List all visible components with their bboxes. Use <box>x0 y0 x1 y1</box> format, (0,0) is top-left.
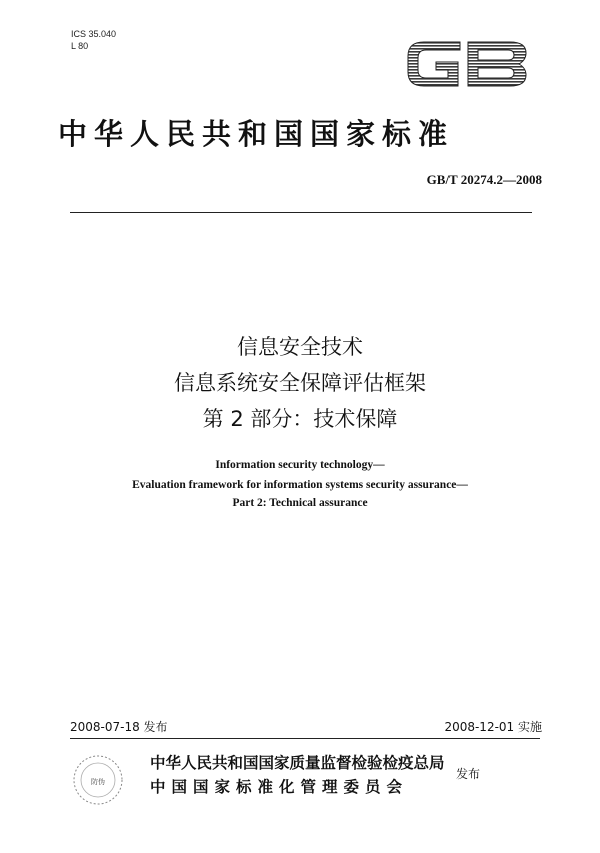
release-date: 2008-07-18 发布 <box>70 720 168 734</box>
gb-logo <box>402 36 532 92</box>
national-standard-title: 中华人民共和国国家标准 <box>58 117 455 151</box>
anti-counterfeit-seal <box>72 754 124 806</box>
issuing-org-1: 中华人民共和国国家质量监督检验检疫总局 <box>150 753 445 772</box>
title-cn-line-2: 信息系统安全保障评估框架 <box>174 371 426 395</box>
footer-divider <box>70 738 540 739</box>
title-en-line-1: Information security technology— <box>215 459 385 471</box>
standard-code: GB/T 20274.2—2008 <box>426 172 542 187</box>
issuing-org-2: 中国国家标准化管理委员会 <box>150 777 409 796</box>
ics-code: ICS 35.040 <box>71 29 117 39</box>
implementation-date: 2008-12-01 实施 <box>444 720 542 734</box>
title-en-line-2: Evaluation framework for information systems security assurance— <box>132 479 468 491</box>
header-divider <box>70 212 532 213</box>
publish-label: 发布 <box>456 767 481 781</box>
ccs-code: L 80 <box>71 41 89 51</box>
classification-codes <box>71 28 116 52</box>
title-cn-line-3: 第 2 部分：技术保障 <box>202 407 398 431</box>
title-en-line-3: Part 2: Technical assurance <box>232 497 368 509</box>
seal-text: 防伪 <box>91 778 105 786</box>
title-cn-line-1: 信息安全技术 <box>237 335 363 359</box>
